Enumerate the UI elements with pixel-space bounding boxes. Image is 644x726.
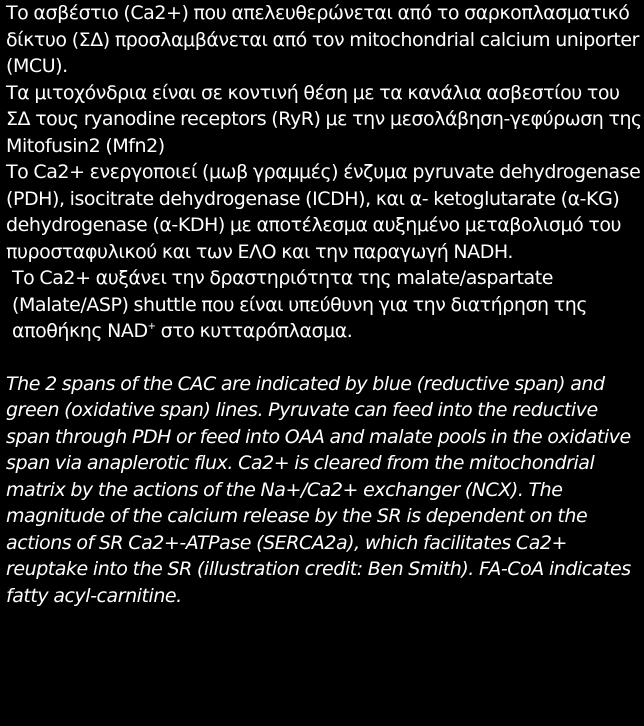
slide-text-body (6, 0, 642, 609)
paragraph-enzyme-activation: Το Ca2+ ενεργοποιεί (μωβ γραμμές) ένζυμα pyruvate dehydrogenase (PDH), isocitrate dehydrogenase (ICDH), και α- ketoglutarate (α-KG) dehydrogenase (α-KDH) με αποτέλεσμα αυξημένο μεταβολισμό του πυροσταφυλικού και των ΕΛΟ και την παραγωγή NADH. (6, 161, 641, 263)
figure-caption: The 2 spans of the CAC are indicated by blue (reductive span) and green (oxidative span) lines. Pyruvate can feed into the reductive span through PDH or feed into OAA and malate pools in the oxidative span via anaplerotic flux. Ca2+ is cleared from the mitochondrial matrix by the actions of the Na+/Ca2+ exchanger (NCX). The magnitude of the calcium release by the SR is dependent on the actions of SR Ca2+-ATPase (SERCA2a), which facilitates Ca2+ reuptake into the SR (illustration credit: Ben Smith). FA-CoA indicates fatty acyl-carnitine. (6, 372, 631, 607)
paragraph-malate-aspartate-shuttle (6, 265, 642, 345)
paragraph-mcu-uptake: Το ασβέστιο (Ca2+) που απελευθερώνεται από το σαρκοπλασματικό δίκτυο (ΣΔ) προσλαμβάνεται από τον mitochondrial calcium uniporter (MCU). (6, 2, 639, 77)
nad-superscript: + (147, 321, 156, 332)
shuttle-text-main: Το Ca2+ αυξάνει την δραστηριότητα της malate/aspartate (Malate/ASP) shuttle που είναι υπεύθυνη για την διατήρηση της αποθήκης NAD (12, 267, 588, 342)
shuttle-text-end: στο κυτταρόπλασμα. (155, 320, 353, 342)
paragraph-spacer (6, 345, 642, 371)
paragraph-mitofusin-bridge: Τα μιτοχόνδρια είναι σε κοντινή θέση με τα κανάλια ασβεστίου του ΣΔ τους ryanodine receptors (RyR) με την μεσολάβηση-γεφύρωση της Mitofusin2 (Mfn2) (6, 81, 642, 157)
